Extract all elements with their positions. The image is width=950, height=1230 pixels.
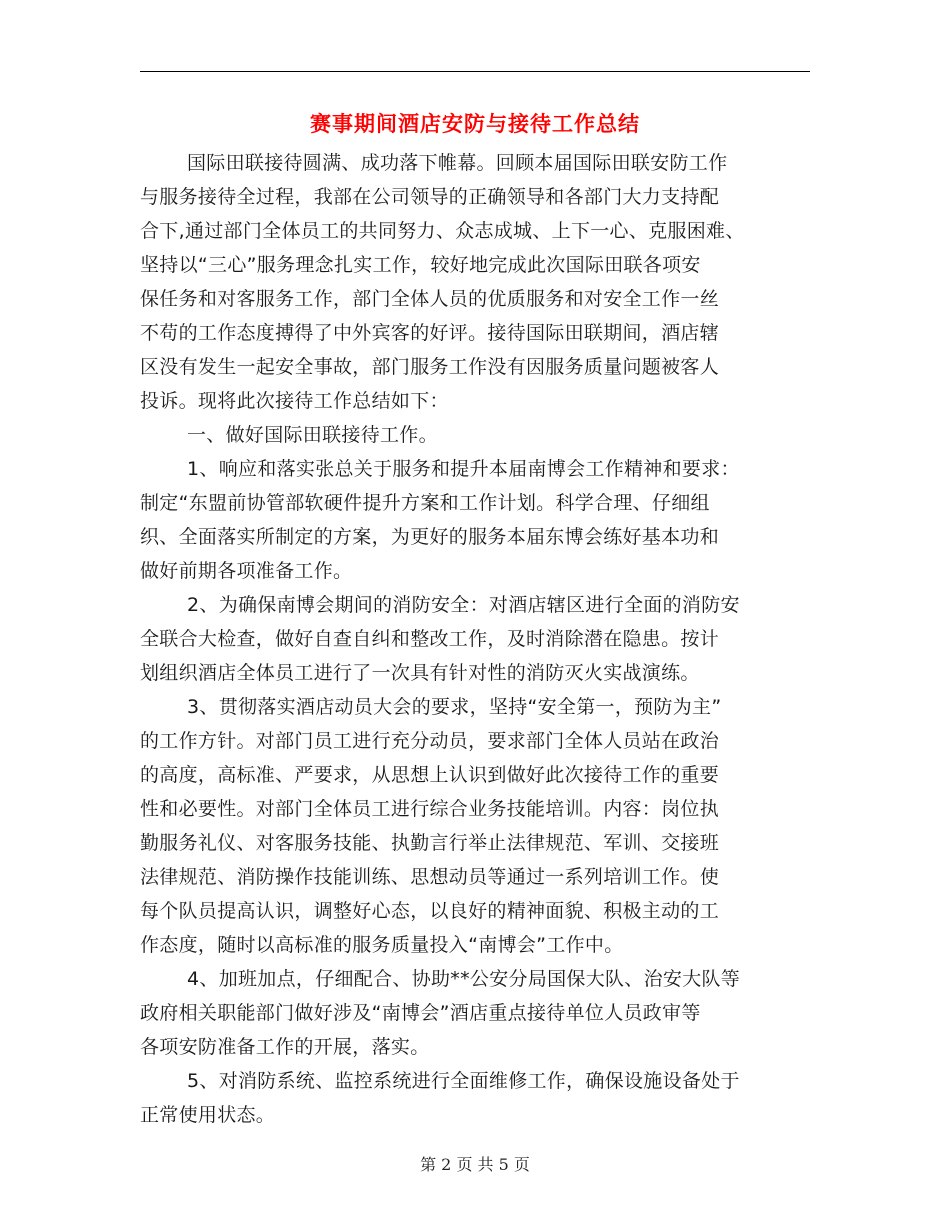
paragraph-line: 政府相关职能部门做好涉及“南博会”酒店重点接待单位人员政审等 (140, 1002, 701, 1024)
paragraph-line: 作态度，随时以高标准的服务质量投入“南博会”工作中。 (140, 934, 624, 956)
paragraph-first-line: 国际田联接待圆满、成功落下帷幕。回顾本届国际田联安防工作 (187, 152, 728, 174)
paragraph-first-line: 5、对消防系统、监控系统进行全面维修工作，确保设施设备处于 (187, 1070, 740, 1092)
paragraph-line: 的高度，高标准、严要求，从思想上认识到做好此次接待工作的重要 (140, 764, 720, 786)
paragraph-first-line: 一、做好国际田联接待工作。 (187, 424, 438, 446)
paragraph-line: 勤服务礼仪、对客服务技能、执勤言行举止法律规范、军训、交接班 (140, 832, 720, 854)
document-title: 赛事期间酒店安防与接待工作总结 (310, 112, 640, 136)
paragraph-line: 的工作方针。对部门员工进行充分动员，要求部门全体人员站在政治 (140, 730, 720, 752)
paragraph-line: 与服务接待全过程，我部在公司领导的正确领导和各部门大力支持配 (140, 186, 720, 208)
paragraph-line: 合下,通过部门全体员工的共同努力、众志成城、上下一心、克服困难、 (140, 220, 745, 242)
paragraph-line: 正常使用状态。 (140, 1104, 276, 1126)
paragraph-line: 性和必要性。对部门全体员工进行综合业务技能培训。内容：岗位执 (140, 798, 720, 820)
paragraph-line: 不苟的工作态度搏得了中外宾客的好评。接待国际田联期间，酒店辖 (140, 322, 720, 344)
paragraph-first-line: 2、为确保南博会期间的消防安全：对酒店辖区进行全面的消防安 (187, 594, 740, 616)
paragraph-line: 划组织酒店全体员工进行了一次具有针对性的消防灭火实战演练。 (140, 662, 700, 684)
paragraph-line: 保任务和对客服务工作，部门全体人员的优质服务和对安全工作一丝 (140, 288, 720, 310)
paragraph-line: 每个队员提高认识，调整好心态，以良好的精神面貌、积极主动的工 (140, 900, 720, 922)
document-body (140, 146, 810, 1132)
paragraph-line: 坚持以“三心”服务理念扎实工作，较好地完成此次国际田联各项安 (140, 254, 701, 276)
paragraph-line: 织、全面落实所制定的方案，为更好的服务本届东博会练好基本功和 (140, 526, 720, 548)
paragraph-line: 做好前期各项准备工作。 (140, 560, 353, 582)
paragraph-line: 各项安防准备工作的开展，落实。 (140, 1036, 430, 1058)
paragraph-first-line: 3、贯彻落实酒店动员大会的要求，坚持“安全第一，预防为主” (187, 696, 722, 718)
paragraph-first-line: 4、加班加点，仔细配合、协助**公安分局国保大队、治安大队等 (187, 968, 741, 990)
paragraph-line: 区没有发生一起安全事故，部门服务工作没有因服务质量问题被客人 (140, 356, 720, 378)
paragraph-line: 制定“东盟前协管部软硬件提升方案和工作计划。科学合理、仔细组 (140, 492, 710, 514)
paragraph-first-line: 1、响应和落实张总关于服务和提升本届南博会工作精神和要求： (187, 458, 740, 480)
paragraph-line: 法律规范、消防操作技能训练、思想动员等通过一系列培训工作。使 (140, 866, 720, 888)
paragraph-line: 全联合大检查，做好自查自纠和整改工作，及时消除潜在隐患。按计 (140, 628, 720, 650)
paragraph-line: 投诉。现将此次接待工作总结如下： (140, 390, 449, 412)
page-number-footer: 第 2 页 共 5 页 (420, 1155, 530, 1174)
header-rule (140, 71, 810, 72)
